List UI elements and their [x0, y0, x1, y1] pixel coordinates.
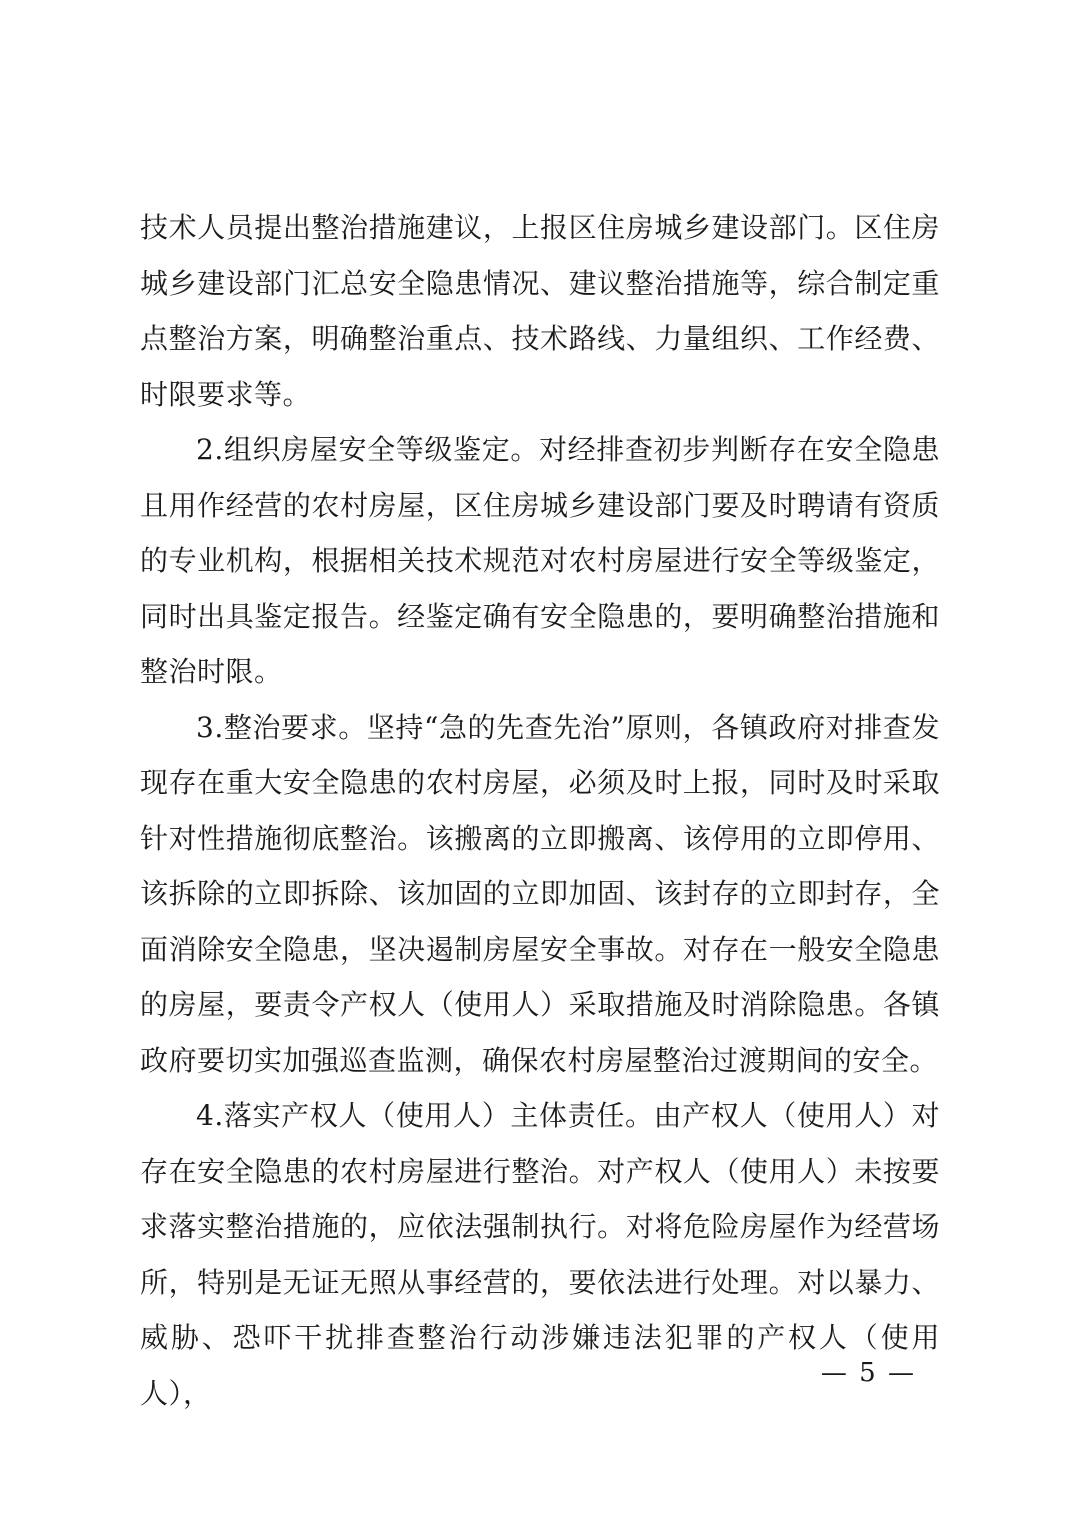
paragraph-continuation: 技术人员提出整治措施建议，上报区住房城乡建设部门。区住房城乡建设部门汇总安全隐患情况、建议整治措施等，综合制定重点整治方案，明确整治重点、技术路线、力量组织、工作经费、时限要求等。 [140, 211, 940, 411]
paragraph-item-4: 4.落实产权人（使用人）主体责任。由产权人（使用人）对存在安全隐患的农村房屋进行整治。对产权人（使用人）未按要求落实整治措施的，应依法强制执行。对将危险房屋作为经营场所，特别是无证无照从事经营的，要依法进行处理。对以暴力、威胁、恐吓干扰排查整治行动涉嫌违法犯罪的产权人（使用人）， [140, 1099, 940, 1410]
page-number: — 5 — [820, 1358, 916, 1388]
body-text [140, 200, 940, 1421]
paragraph-item-3: 3.整治要求。坚持“急的先查先治”原则，各镇政府对排查发现存在重大安全隐患的农村房屋，必须及时上报，同时及时采取针对性措施彻底整治。该搬离的立即搬离、该停用的立即停用、该拆除的立即拆除、该加固的立即加固、该封存的立即封存，全面消除安全隐患，坚决遏制房屋安全事故。对存在一般安全隐患的房屋，要责令产权人（使用人）采取措施及时消除隐患。各镇政府要切实加强巡查监测，确保农村房屋整治过渡期间的安全。 [140, 710, 940, 1077]
paragraph-item-2: 2.组织房屋安全等级鉴定。对经排查初步判断存在安全隐患且用作经营的农村房屋，区住房城乡建设部门要及时聘请有资质的专业机构，根据相关技术规范对农村房屋进行安全等级鉴定，同时出具鉴定报告。经鉴定确有安全隐患的，要明确整治措施和整治时限。 [140, 433, 940, 688]
